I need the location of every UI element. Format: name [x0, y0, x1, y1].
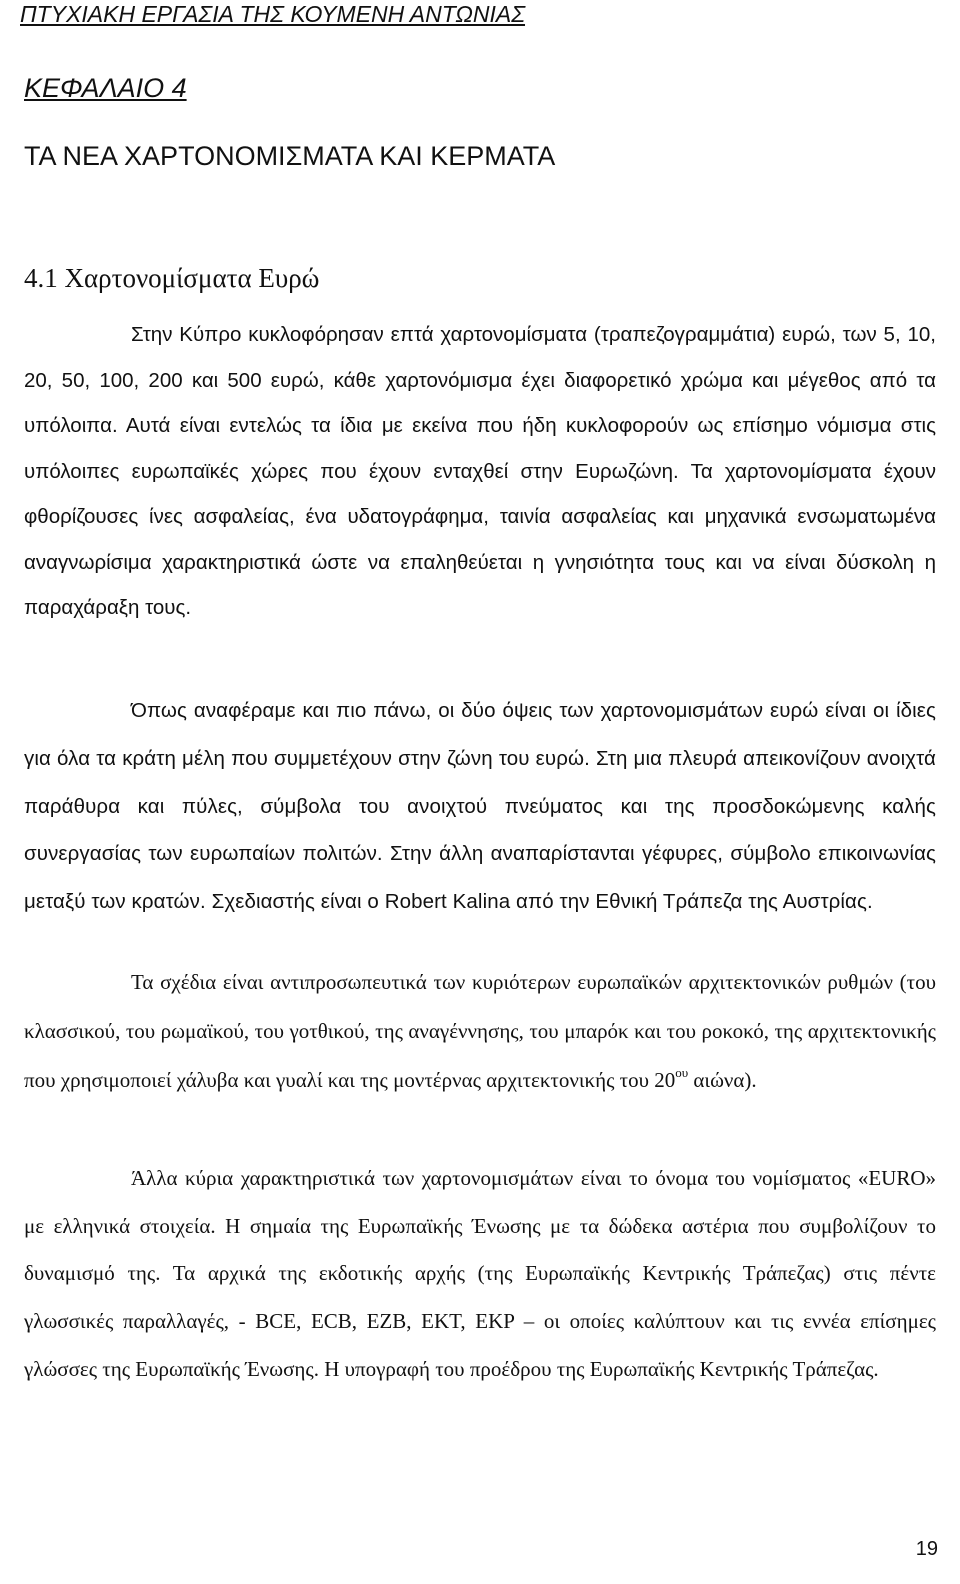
paragraph-1: Στην Κύπρο κυκλοφόρησαν επτά χαρτονομίσματα (τραπεζογραμμάτια) ευρώ, των 5, 10, 20, 50, 100, 200 και 500 ευρώ, κάθε χαρτονόμισμα έχει διαφορετικό χρώμα και μέγεθος από τα υπόλοιπα. Αυτά είναι εντελώς τα ίδια με εκείνα που ήδη κυκλοφορούν ως επίσημο νόμισμα στις υπόλοιπες ευρωπαϊκές χώρες που έχουν ενταχθεί στην Ευρωζώνη. Τα χαρτονομίσματα έχουν φθορίζουσες ίνες ασφαλείας, ένα υδατογράφημα, ταινία ασφαλείας και μηχανικά ενσωματωμένα αναγνωρίσιμα χαρακτηριστικά ώστε να επαληθεύεται η γνησιότητα τους και να είναι δύσκολη η παραχάραξη τους.: [24, 323, 936, 619]
paragraph-3-text: Τα σχέδια είναι αντιπροσωπευτικά των κυριότερων ευρωπαϊκών αρχιτεκτονικών ρυθμών (του κλασσικού, του ρωμαϊκού, του γοτθικού, της αναγέννησης, του μπαρόκ και του ροκοκό, της αρχιτεκτονικής που χρησιμοποιεί χάλυβα και γυαλί και της μοντέρνας αρχιτεκτονικής του 20: [24, 970, 936, 1092]
ordinal-suffix: ου: [675, 1065, 689, 1080]
chapter-label: ΚΕΦΑΛΑΙΟ 4: [24, 73, 187, 103]
paragraph-3: [24, 958, 936, 1105]
page-number: 19: [915, 1538, 938, 1560]
document-header: ΠΤΥΧΙΑΚΗ ΕΡΓΑΣΙΑ ΤΗΣ ΚΟΥΜΕΝΗ ΑΝΤΩΝΙΑΣ: [20, 1, 526, 27]
section-title: 4.1 Χαρτονομίσματα Ευρώ: [24, 263, 320, 293]
paragraph-4: Άλλα κύρια χαρακτηριστικά των χαρτονομισμάτων είναι το όνομα του νομίσματος «EURO» με ελληνικά στοιχεία. Η σημαία της Ευρωπαϊκής Ένωσης με τα δώδεκα αστέρια που συμβολίζουν το δυναμισμό της. Τα αρχικά της εκδοτικής αρχής (της Ευρωπαϊκής Κεντρικής Τράπεζας) στις πέντε γλωσσικές παραλλαγές, - BCE, ECB, EZB, EKT, EKP – οι οποίες καλύπτουν και τις εννέα επίσημες γλώσσες της Ευρωπαϊκής Ένωσης. Η υπογραφή του προέδρου της Ευρωπαϊκής Κεντρικής Τράπεζας.: [24, 1166, 936, 1381]
paragraph-3-end: αιώνα).: [688, 1068, 757, 1092]
chapter-title: ΤΑ ΝΕΑ ΧΑΡΤΟΝΟΜΙΣΜΑΤΑ ΚΑΙ ΚΕΡΜΑΤΑ: [24, 141, 556, 171]
paragraph-2: Όπως αναφέραμε και πιο πάνω, οι δύο όψεις των χαρτονομισμάτων ευρώ είναι οι ίδιες για όλα τα κράτη μέλη που συμμετέχουν στην ζώνη του ευρώ. Στη μια πλευρά απεικονίζουν ανοιχτά παράθυρα και πύλες, σύμβολα του ανοιχτού πνεύματος και της προσδοκώμενης καλής συνεργασίας των ευρωπαίων πολιτών. Στην άλλη αναπαρίστανται γέφυρες, σύμβολο επικοινωνίας μεταξύ των κρατών. Σχεδιαστής είναι ο Robert Kalina από την Εθνική Τράπεζα της Αυστρίας.: [24, 699, 936, 914]
